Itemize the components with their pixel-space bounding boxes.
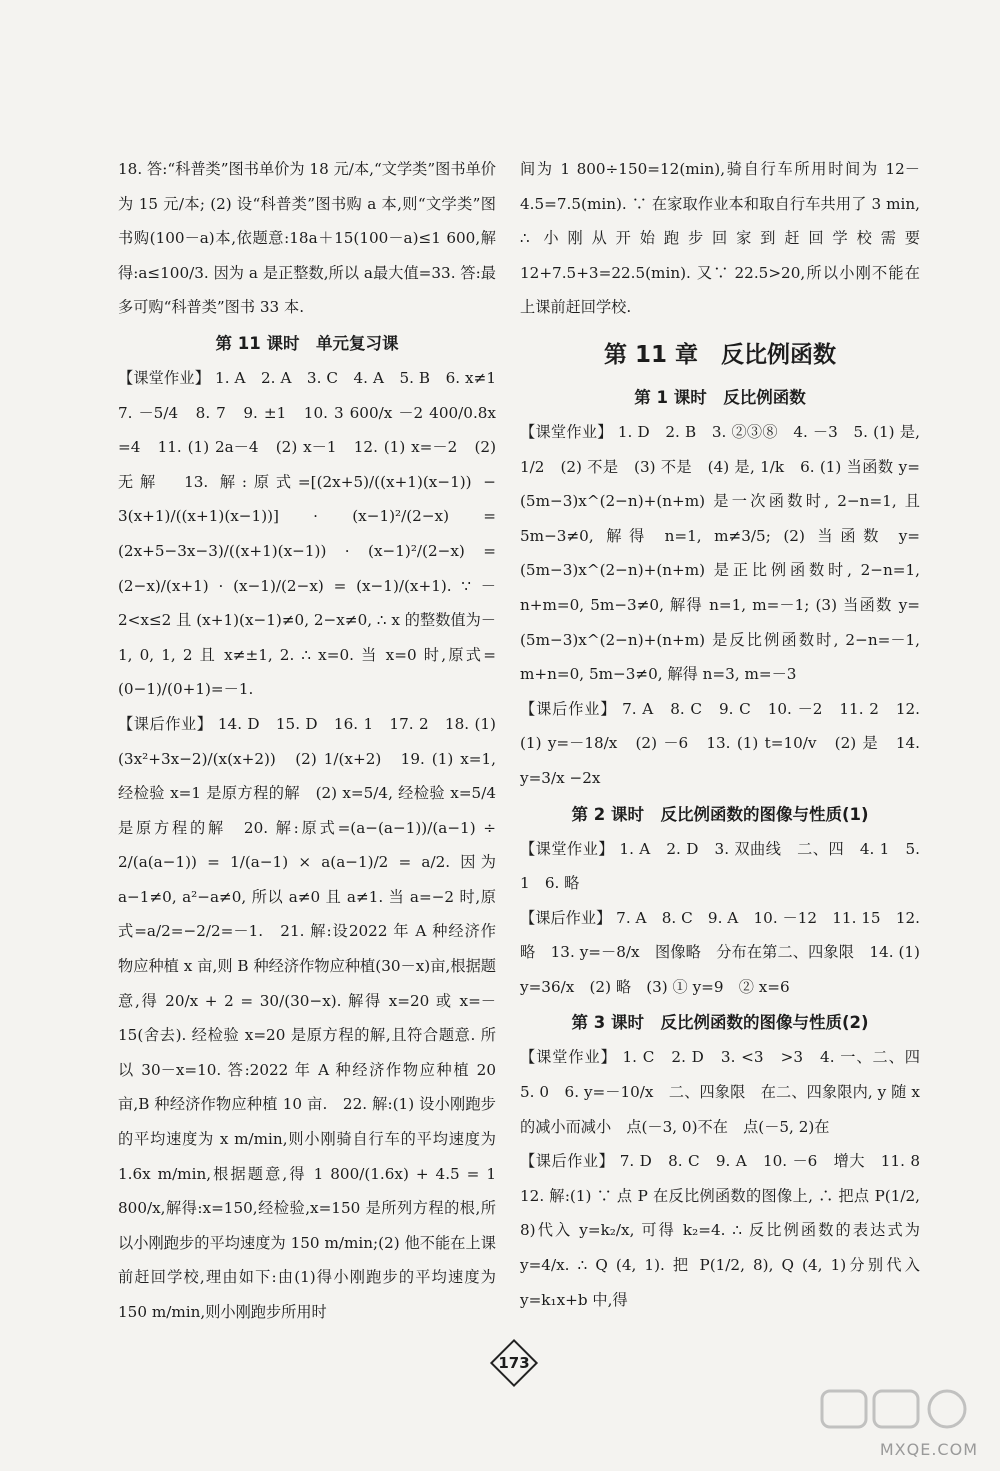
lesson-1-heading: 第 1 课时 反比例函数 — [634, 387, 806, 407]
chapter-11-heading: 第 11 章 反比例函数 — [603, 341, 837, 368]
lesson-2-heading: 第 2 课时 反比例函数的图像与性质(1) — [571, 804, 869, 824]
lesson-1-homework: 【课后作业】 7. A 8. C 9. C 10. －2 11. 2 12. (1) y=－18/x (2) －6 13. (1) t=10/v (2) 是 14. y=3/x −2x — [520, 699, 925, 787]
lesson-3-homework: 【课后作业】 7. D 8. C 9. A 10. －6 增大 11. 8 12. 解:(1) ∵ 点 P 在反比例函数的图像上, ∴ 把点 P(1/2, 8)代入 y=k₂/x, 可得 k₂=4. ∴ 反比例函数的表达式为 y=4/x. ∴ Q (4, 1). 把 P(1/2, 8), Q (4, 1)分别代入 y=k₁x+b 中,得 — [520, 1152, 936, 1309]
lesson-3-classwork: 【课堂作业】 1. C 2. D 3. <3 >3 4. 一、二、四 5. 0 6. y=－10/x 二、四象限 在二、四象限内, y 随 x 的减小而减小 点(－3, 0)不在 点(－5, 2)在 — [520, 1048, 936, 1136]
lesson-11-heading: 第 11 课时 单元复习课 — [215, 333, 399, 353]
answer-18-paragraph: 18. 答:“科普类”图书单价为 18 元/本,“文学类”图书单价为 15 元/本; (2) 设“科普类”图书购 a 本,则“文学类”图书购(100－a)本,依题意:18a＋15(100－a)≤1 600,解得:a≤100/3. 因为 a 是正整数,所以 a最大值=33. 答:最多可购“科普类”图书 33 本. — [118, 160, 496, 317]
lesson-2-classwork: 【课堂作业】 1. A 2. D 3. 双曲线 二、四 4. 1 5. 1 6. 略 — [520, 839, 925, 893]
page-number-badge — [489, 1343, 539, 1383]
watermark-text: MXQE.COM — [879, 1440, 978, 1459]
lesson-1-classwork: 【课堂作业】 1. D 2. B 3. ②③⑧ 4. －3 5. (1) 是, 1/2 (2) 不是 (3) 不是 (4) 是, 1/k 6. (1) 当函数 y=(5m−3)x^(2−n)+(n+m) 是一次函数时, 2−n=1, 且 5m−3≠0, 解得 n=1, m≠3/5; (2) 当函数 y=(5m−3)x^(2−n)+(n+m) 是正比例函数时, 2−n=1, n+m=0, 5m−3≠0, 解得 n=1, m=－1; (3) 当函数 y=(5m−3)x^(2−n)+(n+m) 是反比例函数时, 2−n=－1, m+n=0, 5m−3≠0, 解得 n=3, m=－3 — [520, 422, 925, 684]
right-column — [520, 152, 936, 1317]
homework-answers: 【课后作业】 14. D 15. D 16. 1 17. 2 18. (1) (3x²+3x−2)/(x(x+2)) (2) 1/(x+2) 19. (1) x=1, 经检验 x=1 是原方程的解 (2) x=5/4, 经检验 x=5/4 是原方程的解 20. 解:原式=(a−(a−1))/(a−1) ÷ 2/(a(a−1)) = 1/(a−1) × a(a−1)/2 = a/2. 因为 a−1≠0, a²−a≠0, 所以 a≠0 且 a≠1. 当 a=−2 时,原式=a/2=−2/2=－1. 21. 解:设2022 年 A 种经济作物应种植 x 亩,则 B 种经济作物应种植(30－x)亩,根据题意,得 20/x + 2 = 30/(30−x). 解得 x=20 或 x=－15(舍去). 经检验 x=20 是原方程的解,且符合题意. 所以 30－x=10. 答:2022 年 A 种经济作物应种植 20 亩,B 种经济作物应种植 10 亩. 22. 解:(1) 设小刚跑步的平均速度为 x m/min,则小刚骑自行车的平均速度为 1.6x m/min,根据题意,得 1 800/(1.6x) + 4.5 = 1 800/x,解得:x=150,经检验,x=150 是所列方程的根,所以小刚跑步的平均速度为 150 m/min;(2) 他不能在上课前赶回学校,理由如下:由(1)得小刚跑步的平均速度为 150 m/min,则小刚跑步所用时 — [118, 714, 501, 1321]
lesson-3-heading: 第 3 课时 反比例函数的图像与性质(2) — [571, 1013, 869, 1033]
classwork-answers: 【课堂作业】 1. A 2. A 3. C 4. A 5. B 6. x≠1 7. －5/4 8. 7 9. ±1 10. 3 600/x －2 400/0.8x =4 11. (1) 2a－4 (2) x－1 12. (1) x=－2 (2) 无解 13. 解:原式=[(2x+5)/((x+1)(x−1)) − 3(x+1)/((x+1)(x−1))] · (x−1)²/(2−x) = (2x+5−3x−3)/((x+1)(x−1)) · (x−1)²/(2−x) = (2−x)/(x+1) · (x−1)/(2−x) = (x−1)/(x+1). ∵ －2<x≤2 且 (x+1)(x−1)≠0, 2−x≠0, ∴ x 的整数值为－1, 0, 1, 2 且 x≠±1, 2. ∴ x=0. 当 x=0 时,原式=(0−1)/(0+1)=－1. — [118, 368, 512, 699]
page-number: 173 — [498, 1354, 530, 1372]
lesson-2-homework: 【课后作业】 7. A 8. C 9. A 10. －12 11. 15 12. 略 13. y=－8/x 图像略 分布在第二、四象限 14. (1) y=36/x (2) 略 (3) ① y=9 ② x=6 — [520, 908, 925, 996]
left-column — [118, 152, 512, 1330]
continuation-paragraph: 间为 1 800÷150=12(min),骑自行车所用时间为 12－4.5=7.5(min). ∵ 在家取作业本和取自行车共用了 3 min, ∴ 小刚从开始跑步回家到赶回学校需要 12+7.5+3=22.5(min). 又∵ 22.5>20,所以小刚不能在上课前赶回学校. — [520, 160, 925, 317]
